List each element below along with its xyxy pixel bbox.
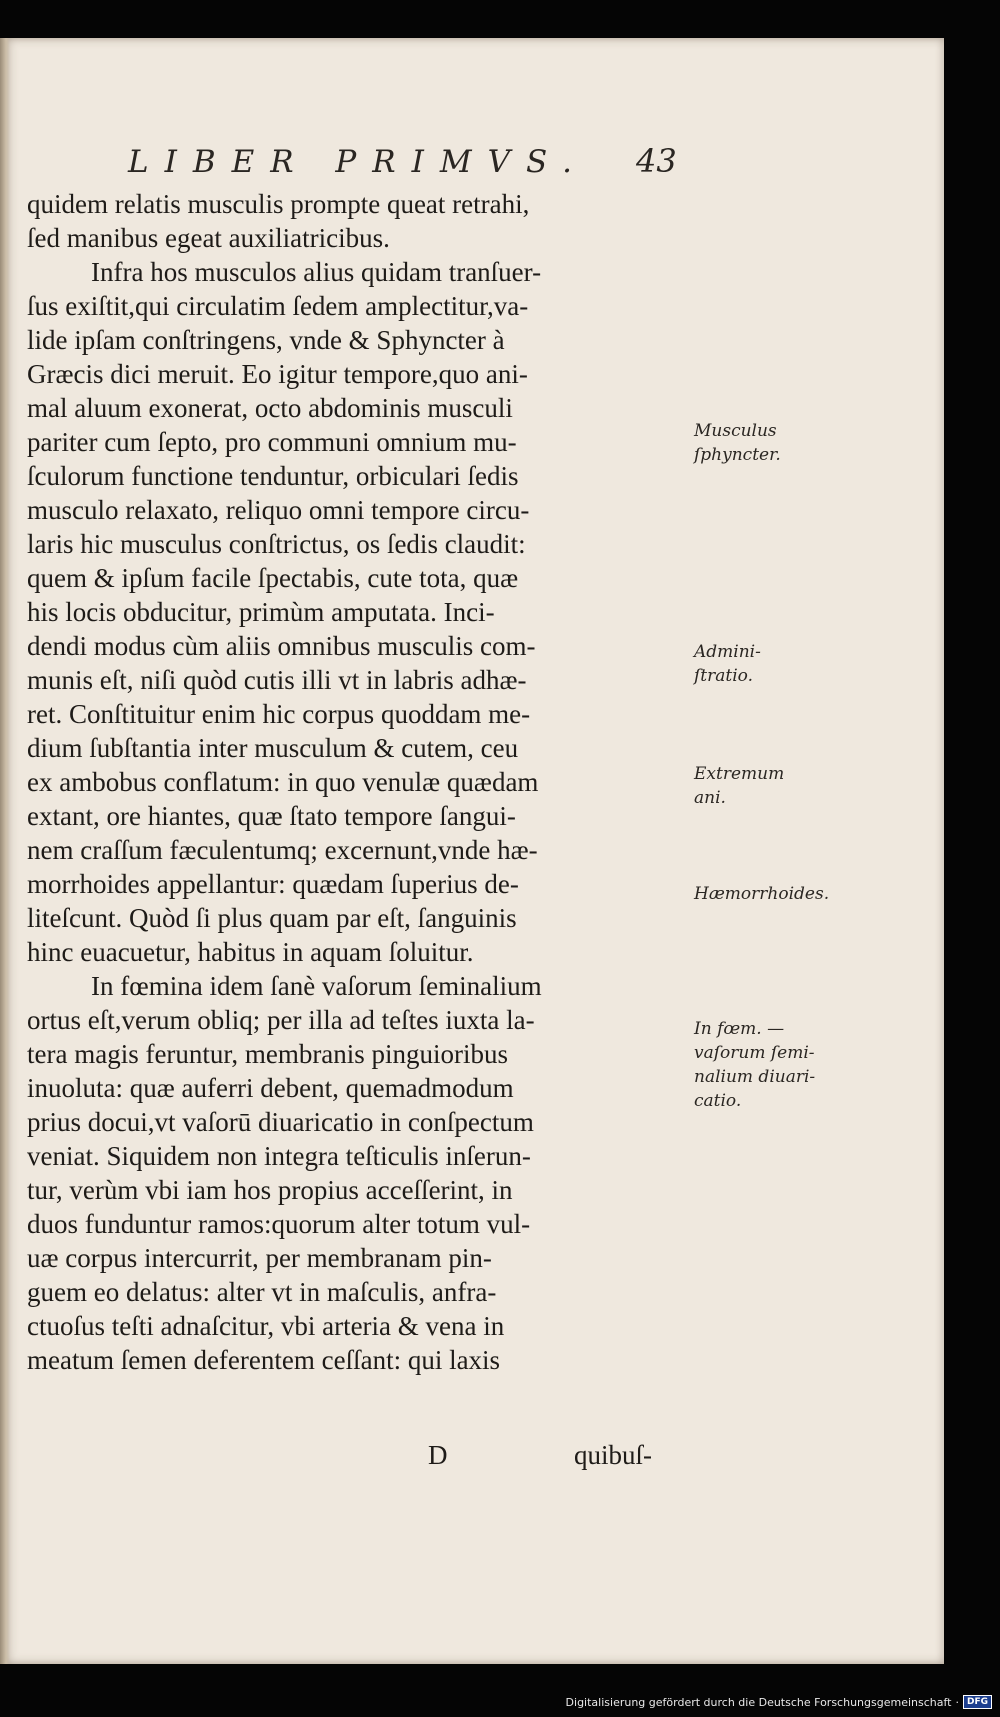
marginal-line: nalium diuari- (694, 1067, 816, 1087)
text-line: ſculorum functione tenduntur, orbiculari ſedis (27, 461, 519, 491)
dfg-logo: DFG (963, 1695, 992, 1709)
text-line: hinc euacuetur, habitus in aquam ſoluitur. (27, 937, 474, 967)
page-gutter-shadow (0, 38, 10, 1664)
text-line: Infra hos musculos alius quidam tranſuer- (91, 257, 542, 287)
text-line: dendi modus cùm aliis omnibus musculis com- (27, 631, 536, 661)
text-line: ctuoſus teſti adnaſcitur, vbi arteria & vena in (27, 1311, 505, 1341)
text-line: laris hic musculus conſtrictus, os ſedis claudit: (27, 529, 526, 559)
text-line: ex ambobus conflatum: in quo venulæ quædam (27, 767, 539, 797)
footer-text: Digitalisierung gefördert durch die Deutsche Forschungsgemeinschaft (565, 1695, 952, 1709)
text-line: meatum ſemen deferentem ceſſant: qui laxis (27, 1345, 501, 1375)
text-line: mal aluum exonerat, octo abdominis musculi (27, 393, 513, 423)
funding-footer: Digitalisierung gefördert durch die Deutsche Forschungsgemeinschaft · DFG (566, 1695, 992, 1709)
marginal-line: vaſorum ſemi- (694, 1043, 815, 1063)
text-line: liteſcunt. Quòd ſi plus quam par eſt, ſanguinis (27, 903, 517, 933)
text-line: musculo relaxato, reliquo omni tempore circu- (27, 495, 530, 525)
text-line: guem eo delatus: alter vt in maſculis, anfra- (27, 1277, 497, 1307)
text-line: ſed manibus egeat auxiliatricibus. (27, 223, 390, 253)
text-line: tur, verùm vbi iam hos propius acceſſerint, in (27, 1175, 513, 1205)
text-line: quem & ipſum facile ſpectabis, cute tota, quæ (27, 563, 519, 593)
running-head: LIBER PRIMVS. (128, 144, 588, 180)
text-line: dium ſubſtantia inter musculum & cutem, ceu (27, 733, 519, 763)
marginal-note-haemorrhoides (694, 882, 854, 906)
text-line: his locis obducitur, primùm amputata. Inci- (27, 597, 495, 627)
catchword: quibuſ- (574, 1440, 652, 1470)
book-page (0, 38, 944, 1664)
text-line: uæ corpus intercurrit, per membranam pin- (27, 1243, 492, 1273)
body-text (27, 187, 679, 1377)
marginal-line: Hæmorrhoides. (694, 884, 830, 904)
text-line: lide ipſam conſtringens, vnde & Sphyncter à (27, 325, 505, 355)
marginal-line: catio. (694, 1091, 742, 1111)
text-line: munis eſt, niſi quòd cutis illi vt in labris adhæ- (27, 665, 527, 695)
page-number: 43 (636, 142, 677, 180)
marginal-line: ſtratio. (694, 666, 753, 686)
text-line: Græcis dici meruit. Eo igitur tempore,quo ani- (27, 359, 528, 389)
marginal-line: Extremum (694, 764, 785, 784)
marginal-note-extremum (694, 762, 854, 810)
text-line: quidem relatis musculis prompte queat retrahi, (27, 189, 530, 219)
text-line: ret. Conſtituitur enim hic corpus quoddam me- (27, 699, 531, 729)
text-line: prius docui,vt vaſorū diuaricatio in conſpectum (27, 1107, 534, 1137)
marginal-note-administratio (694, 640, 854, 688)
marginal-note-musculus (694, 419, 854, 467)
text-line: morrhoides appellantur: quædam ſuperius de- (27, 869, 519, 899)
text-line: nem craſſum fæculentumq; excernunt,vnde hæ- (27, 835, 538, 865)
marginal-line: Musculus (694, 421, 777, 441)
text-line: veniat. Siquidem non integra teſticulis inſerun- (27, 1141, 531, 1171)
marginal-line: ſphyncter. (694, 445, 781, 465)
text-line: extant, ore hiantes, quæ ſtato tempore ſangui- (27, 801, 516, 831)
text-line: inuoluta: quæ auferri debent, quemadmodum (27, 1073, 514, 1103)
signature-mark: D (428, 1440, 448, 1470)
marginal-line: ani. (694, 788, 726, 808)
text-line: duos funduntur ramos:quorum alter totum vul- (27, 1209, 531, 1239)
text-line: ortus eſt,verum obliq; per illa ad teſtes iuxta la- (27, 1005, 535, 1035)
text-line: pariter cum ſepto, pro communi omnium mu- (27, 427, 517, 457)
text-line: In fœmina idem ſanè vaſorum ſeminalium (91, 971, 542, 1001)
text-line: tera magis feruntur, membranis pinguioribus (27, 1039, 509, 1069)
text-line: ſus exiſtit,qui circulatim ſedem amplectitur,va- (27, 291, 529, 321)
marginal-line: Admini- (694, 642, 761, 662)
marginal-note-diuaricatio (694, 1017, 854, 1113)
marginal-line: In fœm. — (694, 1019, 785, 1039)
